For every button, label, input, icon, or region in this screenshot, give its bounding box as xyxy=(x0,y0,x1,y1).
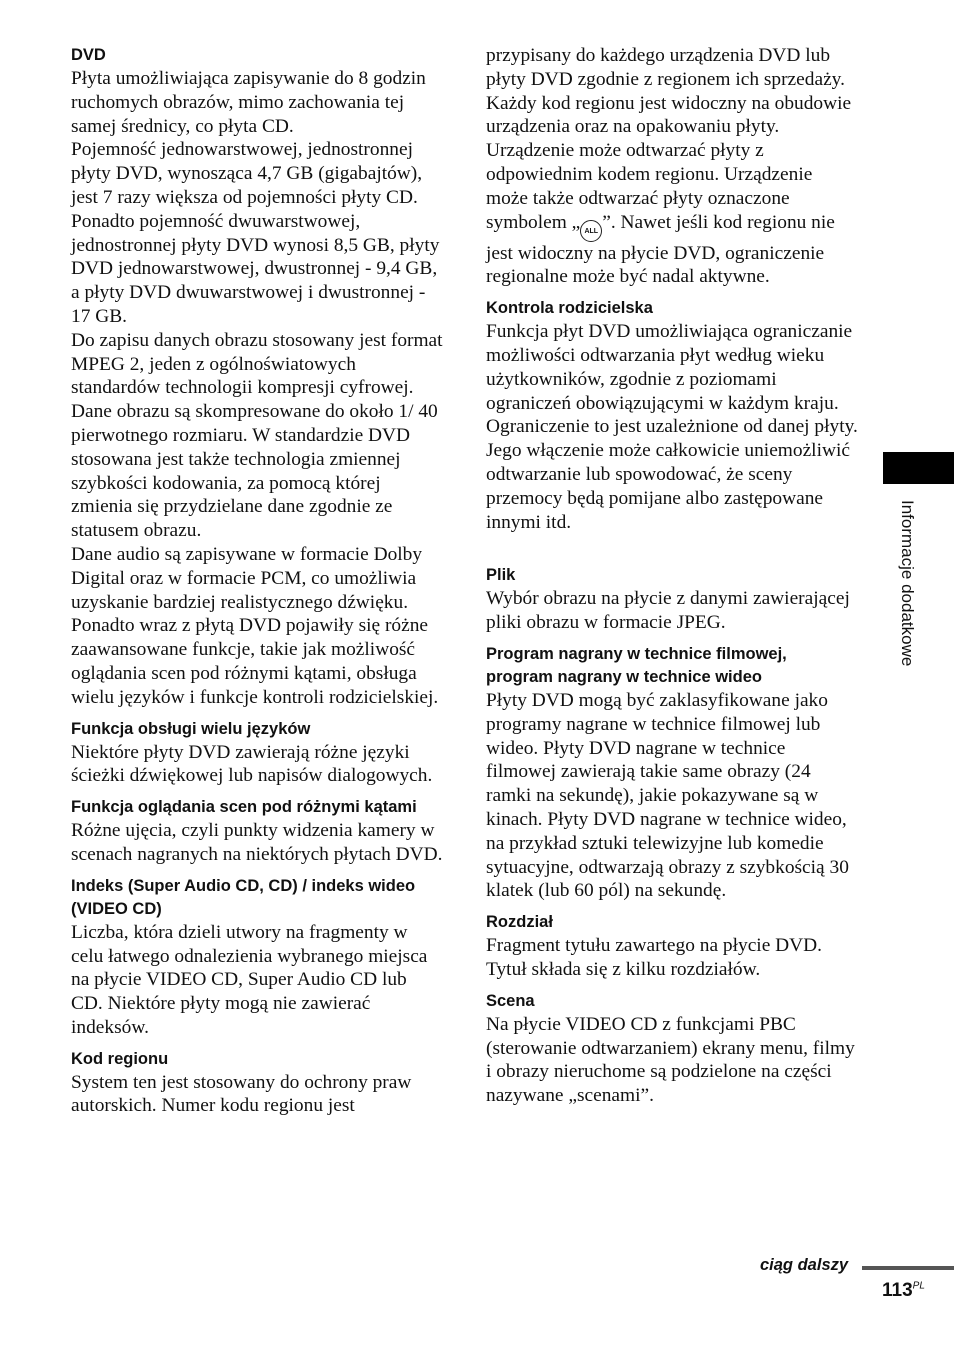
continued-rule xyxy=(862,1266,954,1270)
definition-paragraph: Niektóre płyty DVD zawierają różne języki ścieżki dźwiękowej lub napisów dialogowych. xyxy=(71,741,433,787)
term-scene: Scena xyxy=(486,991,535,1010)
definition-paragraph: Fragment tytułu zawartego na płycie DVD. Tytuł składa się z kilku rozdziałów. xyxy=(486,935,823,980)
definition-paragraph: Na płycie VIDEO CD z funkcjami PBC (sterowanie odtwarzaniem) ekrany menu, filmy i obrazy nieruchome są podzielone na części nazywane „scenami”. xyxy=(486,1013,855,1107)
term-multilanguage: Funkcja obsługi wielu języków xyxy=(71,719,311,738)
definition-paragraph: Do zapisu danych obrazu stosowany jest format MPEG 2, jeden z ogólnoświatowych standardów technologii kompresji cyfrowej. Dane obrazu są skompresowane do około 1/ 40 pierwotnego rozmiaru. W standardzie DVD stosowana jest także technologia zmiennej szybkości kodowania, za pomocą której zmienia się przydzielane dane zgodnie ze statusem obrazu. xyxy=(71,329,443,542)
definition-paragraph: System ten jest stosowany do ochrony praw autorskich. Numer kodu regionu jest xyxy=(71,1071,412,1117)
glossary-entry-index xyxy=(71,875,443,1040)
page-language: PL xyxy=(912,1280,925,1292)
page-number-value: 113 xyxy=(882,1280,913,1301)
term-multiangle: Funkcja oglądania scen pod różnymi kątami xyxy=(71,798,417,817)
glossary-entry-parental-control xyxy=(486,297,858,534)
term-film-video: Program nagrany w technice filmowej, program nagrany w technice wideo xyxy=(486,644,787,686)
glossary-entry-region-code xyxy=(71,1048,443,1119)
region-text-before: przypisany do każdego urządzenia DVD lub płyty DVD zgodnie z regionem ich sprzedaży. Każdy kod regionu jest widoczny na obudowie urządzenia oraz na opakowaniu płyty. Urządzenie może odtwarzać płyty z odpowiednim kodem regionu. Urządzenie może także odtwarzać płyty oznaczone symbolem „ xyxy=(486,45,852,233)
region-all-icon: ALL xyxy=(580,220,602,242)
term-parental-control: Kontrola rodzicielska xyxy=(486,299,653,318)
definition-paragraph: Liczba, która dzieli utwory na fragmenty w celu łatwego odnalezienia wybranego miejsca na płycie VIDEO CD, Super Audio CD lub CD. Niektóre płyty mogą nie zawierać indeksów. xyxy=(71,921,428,1038)
definition-paragraph: Pojemność jednowarstwowej, jednostronnej płyty DVD, wynosząca 4,7 GB (gigabajtów), jest 7 razy większa od pojemności płyty CD. Ponadto pojemność dwuwarstwowej, jednostronnej płyty DVD wynosi 8,5 GB, płyty DVD jednowarstwowej, dwustronnej - 9,4 GB, a płyty DVD dwuwarstwowej i dwustronnej - 17 GB. xyxy=(71,139,440,327)
glossary-entry-film-video xyxy=(486,643,858,903)
term-region-code: Kod regionu xyxy=(71,1049,169,1068)
glossary-entry-scene xyxy=(486,990,858,1108)
page-number xyxy=(882,1280,925,1302)
definition-paragraph: Płyty DVD mogą być zaklasyfikowane jako programy nagrane w technice filmowej lub wideo. Płyty DVD nagrane w technice filmowej zawierają takie same obrazy (24 ramki na sekundę), jakie pokazywane są w kinach. Płyty DVD nagrane w technice wideo, na przykład sztuki telewizyjne lub komedie sytuacyjne, odtwarzają obrazy z szybkością 30 klatek (lub 60 pól) na sekundę. xyxy=(486,689,849,902)
section-side-label: Informacje dodatkowe xyxy=(898,500,917,667)
definition-paragraph: Dane audio są zapisywane w formacie Dolby Digital oraz w formacie PCM, co umożliwia uzyskanie bardziej realistycznego dźwięku. xyxy=(71,543,423,613)
glossary-entry-multilanguage xyxy=(71,718,443,789)
left-column xyxy=(71,44,443,1118)
definition-paragraph: Płyta umożliwiająca zapisywanie do 8 godzin ruchomych obrazów, mimo zachowania tej samej średnicy, co płyta CD. xyxy=(71,68,426,137)
region-code-continuation xyxy=(486,44,858,289)
section-tab-marker xyxy=(883,452,954,484)
continued-label: ciąg dalszy xyxy=(760,1256,849,1274)
definition-paragraph: Funkcja płyt DVD umożliwiająca ograniczanie możliwości odtwarzania płyt według wieku użytkowników, zgodnie z poziomami ograniczeń obowiązującymi w każdym kraju. Ograniczenie to jest uzależnione od danej płyty. Jego włączenie może całkowicie uniemożliwić odtwarzanie lub spowodować, że sceny przemocy będą pomijane albo zastępowane innymi itd. xyxy=(486,321,858,533)
region-text-after: ”. Nawet jeśli kod regionu nie jest widoczny na płycie DVD, ograniczenie regionalne może być nadal aktywne. xyxy=(486,211,835,288)
term-index: Indeks (Super Audio CD, CD) / indeks wideo (VIDEO CD) xyxy=(71,876,416,918)
glossary-entry-file xyxy=(486,564,858,635)
definition-paragraph: Różne ujęcia, czyli punkty widzenia kamery w scenach nagranych na niektórych płytach DVD. xyxy=(71,820,443,865)
definition-paragraph: Ponadto wraz z płytą DVD pojawiły się różne zaawansowane funkcje, takie jak możliwość oglądania scen pod różnymi kątami, obsługa wielu języków i funkcje kontroli rodzicielskiej. xyxy=(71,615,439,708)
glossary-entry-chapter xyxy=(486,911,858,982)
definition-paragraph: Wybór obrazu na płycie z danymi zawierającej pliki obrazu w formacie JPEG. xyxy=(486,588,850,634)
glossary-entry-dvd xyxy=(71,44,443,710)
term-dvd: DVD xyxy=(71,46,106,64)
term-file: Plik xyxy=(486,566,516,585)
term-chapter: Rozdział xyxy=(486,913,553,932)
glossary-entry-multiangle xyxy=(71,796,443,867)
right-column xyxy=(486,44,858,1108)
